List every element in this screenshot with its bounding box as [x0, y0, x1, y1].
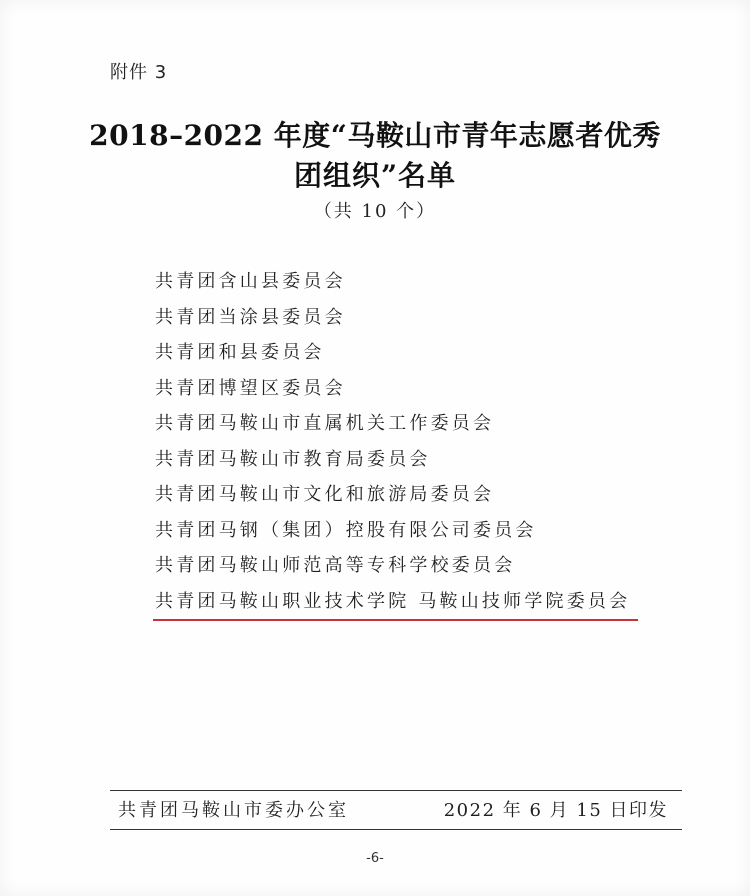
document-title-line-1: 2018–2022 年度“马鞍山市青年志愿者优秀: [89, 119, 661, 152]
footer-bottom-divider: [110, 829, 682, 830]
document-title-line-2: 团组织”名单: [293, 159, 457, 192]
organization-list: [155, 264, 638, 621]
list-item: 共青团马鞍山市文化和旅游局委员会: [155, 484, 495, 505]
list-item: 共青团马鞍山市直属机关工作委员会: [155, 413, 495, 434]
attachment-label: 附件 3: [110, 62, 168, 83]
issuer-name: 共青团马鞍山市委办公室: [118, 800, 349, 821]
list-item-highlighted: 共青团马鞍山职业技术学院 马鞍山技师学院委员会: [153, 584, 638, 622]
list-item: 共青团当涂县委员会: [155, 306, 346, 328]
footer-top-divider: [110, 790, 682, 791]
list-item: 共青团马鞍山市教育局委员会: [155, 448, 431, 470]
list-item: 共青团含山县委员会: [155, 271, 346, 292]
list-item: 共青团马鞍山师范高等专科学校委员会: [155, 555, 516, 576]
list-item: 共青团马钢（集团）控股有限公司委员会: [155, 519, 537, 541]
list-item: 共青团博望区委员会: [155, 377, 346, 399]
page-number: -6-: [366, 851, 384, 866]
list-item: 共青团和县委员会: [155, 342, 325, 363]
organization-count: （共 10 个）: [313, 201, 437, 222]
issue-date: 2022 年 6 月 15 日印发: [443, 800, 668, 821]
